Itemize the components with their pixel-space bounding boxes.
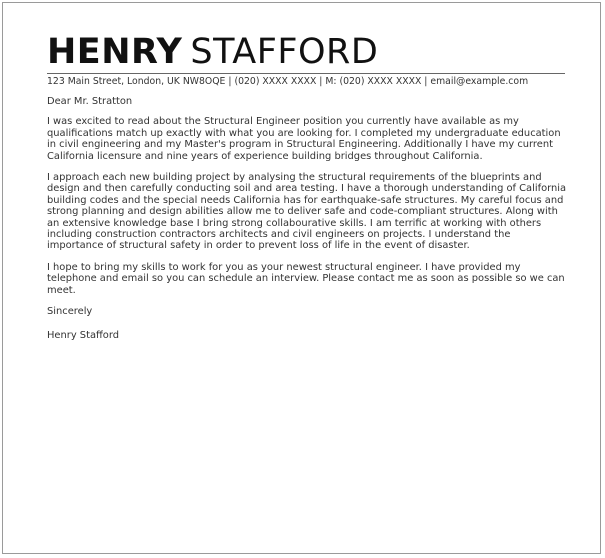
- letter-page: [2, 2, 601, 554]
- letter-body: [47, 96, 567, 351]
- signature-name: Henry Stafford: [47, 329, 119, 341]
- header-divider: [47, 73, 565, 74]
- salutation: Dear Mr. Stratton: [47, 96, 133, 107]
- contact-line: 123 Main Street, London, UK NW8OQE | (020) XXXX XXXX | M: (020) XXXX XXXX | email@example.com: [47, 76, 529, 87]
- paragraph-2: I approach each new building project by analysing the structural requirements of the blueprints and design and then carefully conducting soil and area testing. I have a thorough understanding of California building codes and the special needs California has for earthquake-safe structures. My careful focus and strong planning and design abilities allow me to deliver safe and code-compliant structures. Along with an extensive knowledge base I bring strong collabourative skills. I am terrific at working with others including construction contractors architects and civil engineers on projects. I understand the importance of structural safety in order to prevent loss of life in the event of disaster.: [47, 172, 567, 252]
- paragraph-3: I hope to bring my skills to work for you as your newest structural engineer. I have provided my telephone and email so you can schedule an interview. Please contact me as soon as possible so we can meet.: [47, 261, 565, 296]
- paragraph-1: I was excited to read about the Structural Engineer position you currently have available as my qualifications match up exactly with what you are looking for. I completed my undergraduate education in civil engineering and my Master's program in Structural Engineering. Additionally I have my current California licensure and nine years of experience building bridges throughout California.: [47, 116, 561, 162]
- closing: Sincerely: [47, 306, 93, 318]
- applicant-name: [47, 33, 378, 71]
- first-name: HENRY: [47, 32, 183, 72]
- last-name: STAFFORD: [190, 32, 379, 72]
